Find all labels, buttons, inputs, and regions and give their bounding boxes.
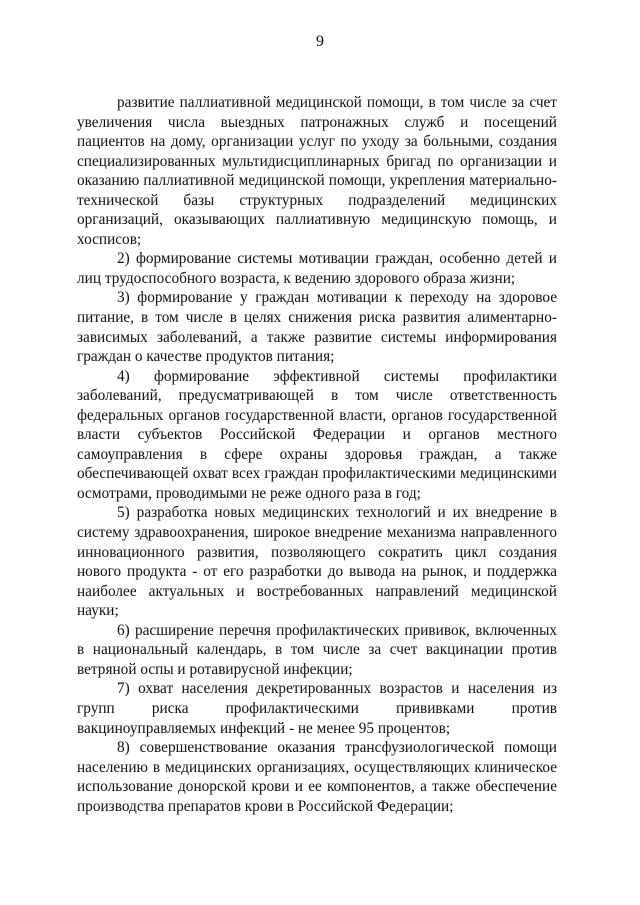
paragraph-item-2: 2) формирование системы мотивации граждан, особенно детей и лиц трудоспособного возраста, к ведению здорового образа жизни;: [77, 250, 557, 287]
paragraph-item-6: 6) расширение перечня профилактических прививок, включенных в национальный календарь, в том числе за счет вакцинации против ветряной оспы и ротавирусной инфекции;: [77, 621, 557, 678]
paragraph-item-3: 3) формирование у граждан мотивации к переходу на здоровое питание, в том числе в целях снижения риска развития алиментарно-зависимых заболеваний, а также развитие системы информирования граждан о качестве продуктов питания;: [77, 289, 557, 366]
page-number: 9: [316, 33, 324, 50]
paragraph-item-8: 8) совершенствование оказания трансфузиологической помощи населению в медицинских организациях, осуществляющих клиническое использование донорской крови и ее компонентов, а также обеспечение производства препаратов крови в Российской Федерации;: [77, 739, 557, 815]
paragraph-item-4: 4) формирование эффективной системы профилактики заболеваний, предусматривающей в том числе ответственность федеральных органов государственной власти, органов государственной власти субъектов Российской Федерации и органов местного самоуправления в сфере охраны здоровья граждан, а также обеспечивающей охват всех граждан профилактическими медицинскими осмотрами, проводимыми не реже одного раза в год;: [77, 367, 557, 502]
paragraph-item-7: 7) охват населения декретированных возрастов и населения из групп риска профилактическими прививками против вакциноуправляемых инфекций - не менее 95 процентов;: [77, 680, 557, 737]
paragraph-item-5: 5) разработка новых медицинских технологий и их внедрение в систему здравоохранения, широкое внедрение механизма направленного инновационного развития, позволяющего сократить цикл создания нового продукта - от его разработки до вывода на рынок, и поддержка наиболее актуальных и востребованных направлений медицинской науки;: [77, 504, 557, 620]
document-body: [77, 93, 557, 816]
paragraph-palliative-care: развитие паллиативной медицинской помощи, в том числе за счет увеличения числа выездных патронажных служб и посещений пациентов на дому, организации услуг по уходу за больными, создания специализированных мультидисциплинарных бригад по организации и оказанию паллиативной медицинской помощи, укрепления материально-технической базы структурных подразделений медицинских организаций, оказывающих паллиативную медицинскую помощь, и хосписов;: [77, 94, 557, 248]
